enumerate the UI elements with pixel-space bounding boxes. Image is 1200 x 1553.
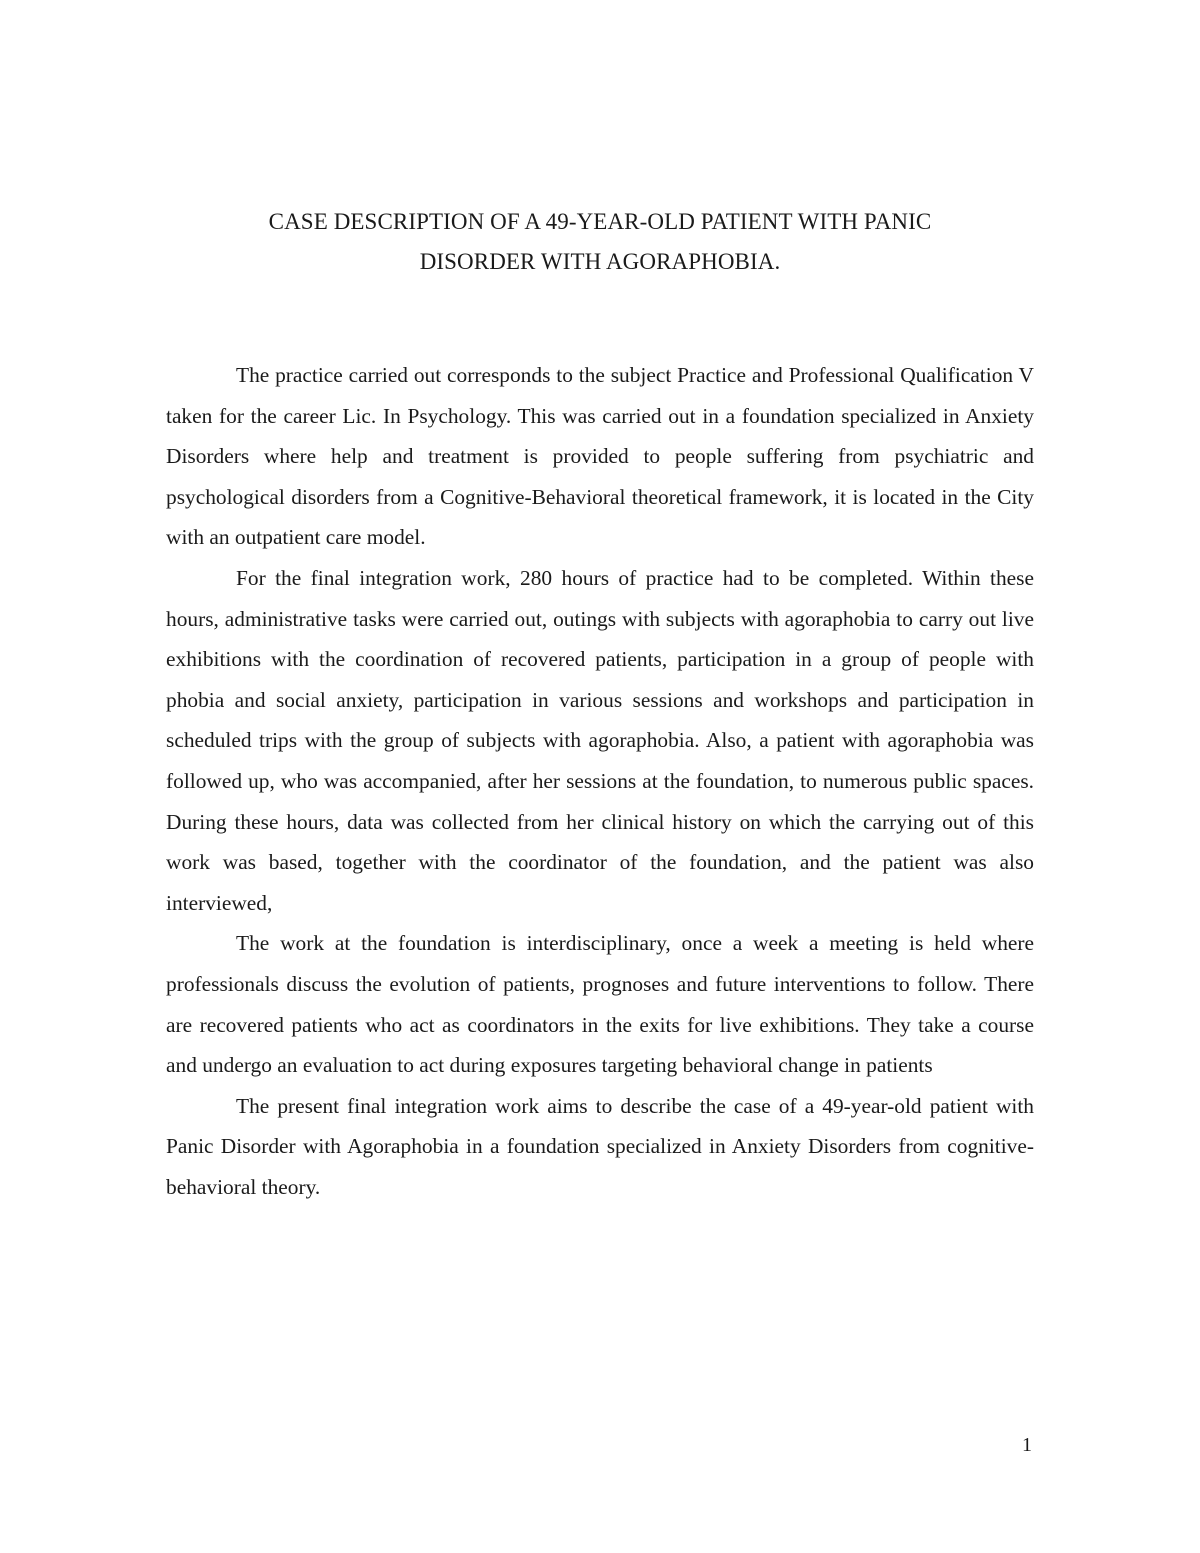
title-line-2: DISORDER WITH AGORAPHOBIA. [419, 249, 781, 274]
paragraph-4: The present final integration work aims to describe the case of a 49-year-old patient with Panic Disorder with Agoraphobia in a foundation specialized in Anxiety Disorders from cognitive-behavioral theory. [166, 1093, 1034, 1199]
paragraph-1: The practice carried out corresponds to the subject Practice and Professional Qualification V taken for the career Lic. In Psychology. This was carried out in a foundation specialized in Anxiety Disorders where help and treatment is provided to people suffering from psychiatric and psychological disorders from a Cognitive-Behavioral theoretical framework, it is located in the City with an outpatient care model. [166, 363, 1034, 550]
title-line-1: CASE DESCRIPTION OF A 49-YEAR-OLD PATIENT WITH PANIC [268, 209, 932, 234]
paragraph-2: For the final integration work, 280 hours of practice had to be completed. Within these hours, administrative tasks were carried out, outings with subjects with agoraphobia to carry out live exhibitions with the coordination of recovered patients, participation in a group of people with phobia and social anxiety, participation in various sessions and workshops and participation in scheduled trips with the group of subjects with agoraphobia. Also, a patient with agoraphobia was followed up, who was accompanied, after her sessions at the foundation, to numerous public spaces. During these hours, data was collected from her clinical history on which the carrying out of this work was based, together with the coordinator of the foundation, and the patient was also interviewed, [166, 565, 1034, 915]
document-title [166, 202, 1034, 282]
document-body [166, 355, 1034, 1207]
paragraph-3: The work at the foundation is interdisciplinary, once a week a meeting is held where professionals discuss the evolution of patients, prognoses and future interventions to follow. There are recovered patients who act as coordinators in the exits for live exhibitions. They take a course and undergo an evaluation to act during exposures targeting behavioral change in patients [166, 931, 1034, 1078]
page-number: 1 [1022, 1434, 1032, 1456]
